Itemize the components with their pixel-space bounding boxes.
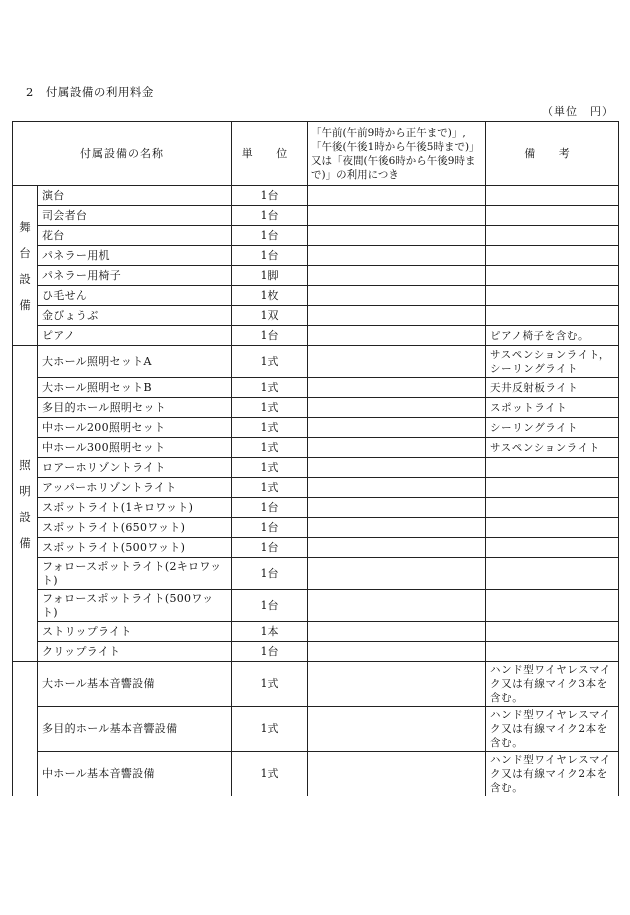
- cell-note: 天井反射板ライト: [486, 378, 619, 398]
- cell-fee: [308, 246, 486, 266]
- cell-unit: 1台: [232, 498, 308, 518]
- cell-fee: [308, 226, 486, 246]
- cell-name: 花台: [38, 226, 232, 246]
- category-char: 設: [19, 509, 31, 524]
- category-char: 舞: [19, 219, 31, 234]
- cell-fee: [308, 398, 486, 418]
- table-row: [13, 306, 619, 326]
- cell-name: 金びょうぶ: [38, 306, 232, 326]
- cell-note: [486, 478, 619, 498]
- header-name: 付属設備の名称: [13, 122, 232, 186]
- cell-fee: [308, 286, 486, 306]
- table-row: [13, 518, 619, 538]
- cell-note: [486, 642, 619, 662]
- category-char: 台: [19, 245, 31, 260]
- category-char: 設: [19, 271, 31, 286]
- cell-unit: 1式: [232, 707, 308, 752]
- cell-name: 演台: [38, 186, 232, 206]
- table-row: [13, 418, 619, 438]
- table-row: [13, 478, 619, 498]
- cell-fee: [308, 622, 486, 642]
- cell-unit: 1台: [232, 642, 308, 662]
- cell-name: パネラー用机: [38, 246, 232, 266]
- cell-note: [486, 246, 619, 266]
- cell-name: ロアーホリゾントライト: [38, 458, 232, 478]
- cell-unit: 1台: [232, 326, 308, 346]
- cell-note: [486, 306, 619, 326]
- category-cell: [13, 662, 38, 797]
- cell-fee: [308, 346, 486, 378]
- cell-fee: [308, 378, 486, 398]
- category-char: 照: [19, 457, 31, 472]
- cell-name: ひ毛せん: [38, 286, 232, 306]
- table-row: [13, 498, 619, 518]
- cell-note: [486, 226, 619, 246]
- table-row: [13, 590, 619, 622]
- header-fee: 「午前(午前9時から正午まで)」,「午後(午後1時から午後5時まで)」又は「夜間(午後6時から午後9時まで)」の利用につき: [308, 122, 486, 186]
- cell-unit: 1式: [232, 378, 308, 398]
- cell-unit: 1台: [232, 518, 308, 538]
- cell-name: スポットライト(1キロワット): [38, 498, 232, 518]
- cell-name: 司会者台: [38, 206, 232, 226]
- cell-note: シーリングライト: [486, 418, 619, 438]
- cell-note: [486, 266, 619, 286]
- cell-unit: 1台: [232, 590, 308, 622]
- cell-note: サスペンションライト: [486, 438, 619, 458]
- table-row: [13, 186, 619, 206]
- table-row: [13, 398, 619, 418]
- table-row: [13, 538, 619, 558]
- cell-fee: [308, 418, 486, 438]
- cell-fee: [308, 662, 486, 707]
- cell-unit: 1台: [232, 538, 308, 558]
- cell-fee: [308, 306, 486, 326]
- category-cell: [13, 186, 38, 346]
- table-row: [13, 206, 619, 226]
- table-row: [13, 752, 619, 797]
- cell-unit: 1双: [232, 306, 308, 326]
- cell-fee: [308, 458, 486, 478]
- cell-note: [486, 458, 619, 478]
- cell-fee: [308, 558, 486, 590]
- cell-name: 多目的ホール基本音響設備: [38, 707, 232, 752]
- cell-note: ピアノ椅子を含む。: [486, 326, 619, 346]
- cell-fee: [308, 642, 486, 662]
- cell-fee: [308, 752, 486, 797]
- table-row: [13, 458, 619, 478]
- cell-name: クリップライト: [38, 642, 232, 662]
- cell-note: ハンド型ワイヤレスマイク又は有線マイク3本を含む。: [486, 662, 619, 707]
- cell-note: [486, 186, 619, 206]
- category-char: 明: [19, 483, 31, 498]
- header-row: [13, 122, 619, 186]
- cell-note: [486, 286, 619, 306]
- cell-fee: [308, 707, 486, 752]
- fee-table: [12, 121, 619, 796]
- cell-name: 中ホール基本音響設備: [38, 752, 232, 797]
- cell-fee: [308, 438, 486, 458]
- section-title: 2 付属設備の利用料金: [26, 85, 154, 99]
- cell-name: 大ホール照明セットB: [38, 378, 232, 398]
- table-row: [13, 378, 619, 398]
- cell-unit: 1式: [232, 458, 308, 478]
- cell-name: パネラー用椅子: [38, 266, 232, 286]
- cell-name: 中ホール200照明セット: [38, 418, 232, 438]
- cell-unit: 1台: [232, 246, 308, 266]
- cell-unit: 1枚: [232, 286, 308, 306]
- cell-unit: 1式: [232, 752, 308, 797]
- table-row: [13, 622, 619, 642]
- table-row: [13, 662, 619, 707]
- cell-unit: 1台: [232, 226, 308, 246]
- header-unit: 単 位: [232, 122, 308, 186]
- header-note: 備 考: [486, 122, 619, 186]
- table-row: [13, 642, 619, 662]
- cell-fee: [308, 538, 486, 558]
- table-row: [13, 326, 619, 346]
- cell-name: スポットライト(650ワット): [38, 518, 232, 538]
- cell-note: ハンド型ワイヤレスマイク又は有線マイク2本を含む。: [486, 752, 619, 797]
- table-row: [13, 707, 619, 752]
- category-char: 備: [19, 297, 31, 312]
- cell-unit: 1式: [232, 398, 308, 418]
- cell-unit: 1式: [232, 438, 308, 458]
- cell-unit: 1式: [232, 418, 308, 438]
- cell-fee: [308, 326, 486, 346]
- cell-name: 大ホール基本音響設備: [38, 662, 232, 707]
- table-row: [13, 438, 619, 458]
- cell-fee: [308, 478, 486, 498]
- cell-fee: [308, 206, 486, 226]
- cell-unit: 1式: [232, 662, 308, 707]
- cell-name: アッパーホリゾントライト: [38, 478, 232, 498]
- category-cell: [13, 346, 38, 662]
- cell-name: ストリップライト: [38, 622, 232, 642]
- cell-note: ハンド型ワイヤレスマイク又は有線マイク2本を含む。: [486, 707, 619, 752]
- cell-unit: 1本: [232, 622, 308, 642]
- cell-note: [486, 498, 619, 518]
- cell-fee: [308, 518, 486, 538]
- fee-table-body: [13, 186, 619, 797]
- category-char: 備: [19, 535, 31, 550]
- cell-name: 中ホール300照明セット: [38, 438, 232, 458]
- cell-fee: [308, 266, 486, 286]
- cell-note: [486, 538, 619, 558]
- cell-note: [486, 590, 619, 622]
- cell-name: 大ホール照明セットA: [38, 346, 232, 378]
- cell-fee: [308, 590, 486, 622]
- cell-name: フォロースポットライト(500ワット): [38, 590, 232, 622]
- cell-note: [486, 518, 619, 538]
- cell-note: サスペンションライト，シーリングライト: [486, 346, 619, 378]
- cell-name: 多目的ホール照明セット: [38, 398, 232, 418]
- cell-note: [486, 622, 619, 642]
- cell-unit: 1脚: [232, 266, 308, 286]
- cell-fee: [308, 498, 486, 518]
- table-row: [13, 346, 619, 378]
- cell-name: フォロースポットライト(2キロワット): [38, 558, 232, 590]
- cell-note: スポットライト: [486, 398, 619, 418]
- cell-unit: 1式: [232, 346, 308, 378]
- unit-note: （単位 円）: [542, 105, 614, 118]
- cell-fee: [308, 186, 486, 206]
- cell-name: スポットライト(500ワット): [38, 538, 232, 558]
- cell-note: [486, 558, 619, 590]
- cell-unit: 1台: [232, 558, 308, 590]
- table-row: [13, 226, 619, 246]
- table-row: [13, 266, 619, 286]
- cell-name: ピアノ: [38, 326, 232, 346]
- table-row: [13, 286, 619, 306]
- cell-unit: 1台: [232, 206, 308, 226]
- cell-unit: 1台: [232, 186, 308, 206]
- cell-note: [486, 206, 619, 226]
- table-row: [13, 558, 619, 590]
- cell-unit: 1式: [232, 478, 308, 498]
- table-row: [13, 246, 619, 266]
